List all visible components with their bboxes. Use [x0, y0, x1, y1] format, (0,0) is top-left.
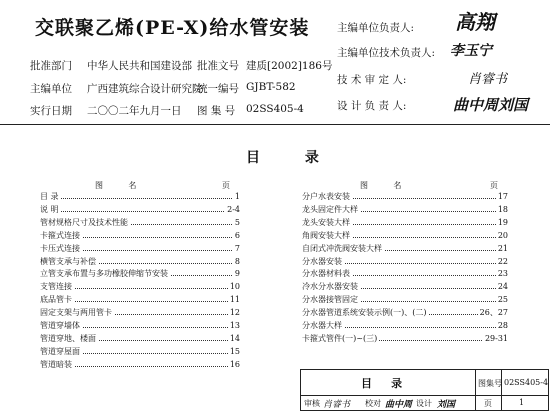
toc-row: [302, 294, 508, 305]
signature-4: 曲中周刘国: [453, 96, 529, 114]
toc-entry-name: 横管支承与补偿: [40, 256, 96, 266]
leader-dots: [40, 198, 240, 199]
toc-row: [302, 191, 508, 202]
toc-entry-name: 分水器大样: [302, 321, 342, 330]
toc-entry-name: 管材规格尺寸及技术性能: [40, 217, 128, 227]
toc-entry-page: 14: [229, 333, 240, 343]
design-signature: 刘国: [437, 400, 456, 410]
compile-unit-label: 主编单位: [30, 83, 72, 95]
title-block-name: 目 录: [361, 377, 403, 390]
review-signature: 肖睿书: [323, 400, 351, 410]
toc-entry-name: 管道暗装: [40, 359, 72, 369]
check-signature: 曲中周: [385, 400, 413, 410]
signature-2: 李玉宁: [450, 43, 492, 59]
toc-row: [40, 281, 240, 292]
toc-entry-page: 6: [234, 230, 240, 240]
toc-entry-page: 13: [229, 321, 240, 330]
toc-entry-page: 26、27: [479, 308, 508, 318]
toc-entry-name: 分水器安装: [302, 256, 342, 266]
toc-entry-name: 支管连接: [40, 282, 72, 292]
toc-entry-name: 卡压式连接: [40, 243, 80, 253]
toc-row: [302, 307, 508, 318]
review-label: 审核: [304, 399, 320, 408]
toc-entry-name: 说 明: [40, 204, 59, 214]
toc-row: [302, 230, 508, 241]
toc-row: [302, 281, 508, 292]
toc-entry-name: 分水器管道系统安装示例(一)、(二): [302, 308, 427, 318]
toc-entry-name: 立管支承布置与多功橡胶伸缩节安装: [40, 269, 168, 279]
approve-dept-label: 批准部门: [30, 60, 72, 72]
toc-row: [40, 191, 240, 202]
toc-entry-page: 15: [229, 346, 240, 356]
toc-left-col-page: 页: [222, 181, 230, 190]
toc-entry-page: 9: [234, 269, 240, 279]
toc-entry-page: 20: [497, 230, 508, 240]
page-label: 页: [484, 399, 492, 408]
toc-entry-page: 11: [229, 295, 240, 305]
check-label: 校对: [365, 399, 381, 408]
toc-entry-name: 分水器接管固定: [302, 295, 358, 305]
toc-entry-name: 管道穿屋面: [40, 346, 80, 356]
approve-doc-label: 批准文号: [197, 60, 239, 72]
toc-row: [40, 256, 240, 267]
resp-label-3: 技 术 审 定 人:: [337, 74, 407, 86]
title-block-atlas-no: 02SS405-4: [504, 378, 549, 387]
toc-entry-page: 29-31: [484, 333, 508, 343]
toc-entry-page: 1: [234, 192, 240, 201]
toc-row: [40, 217, 240, 228]
toc-entry-page: 12: [229, 308, 240, 318]
toc-entry-page: 19: [497, 217, 508, 227]
toc-heading: 目 录: [246, 150, 339, 166]
toc-entry-page: 18: [497, 204, 508, 214]
resp-label-1: 主编单位负责人:: [337, 22, 415, 34]
toc-row: [40, 243, 240, 254]
toc-entry-name: 管道穿墙体: [40, 321, 80, 330]
toc-entry-page: 10: [229, 282, 240, 292]
std-no-label: 统一编号: [197, 83, 239, 95]
toc-entry-name: 目 录: [40, 192, 59, 201]
toc-entry-name: 管道穿地、楼面: [40, 333, 96, 343]
toc-entry-name: 底品管卡: [40, 295, 72, 305]
resp-label-4: 设 计 负 责 人:: [337, 100, 407, 112]
signature-1: 高翔: [455, 10, 495, 34]
approve-dept: 中华人民共和国建设部: [87, 60, 192, 72]
toc-row: [40, 294, 240, 305]
toc-row: [40, 204, 240, 215]
toc-row: [40, 359, 240, 370]
atlas-no-label: 图 集 号: [197, 105, 236, 117]
toc-row: [302, 256, 508, 267]
toc-left-col-name: 图 名: [95, 181, 137, 190]
toc-entry-name: 角阀安装大样: [302, 230, 350, 240]
toc-row: [302, 268, 508, 279]
compile-unit: 广西建筑综合设计研究院: [87, 83, 203, 95]
impl-date: 二〇〇二年九月一日: [87, 105, 182, 117]
resp-label-2: 主编单位技术负责人:: [337, 47, 436, 59]
page-no: 1: [519, 398, 525, 407]
toc-entry-page: 24: [497, 282, 508, 292]
toc-row: [302, 204, 508, 215]
document-title: 交联聚乙烯(PE-X)给水管安装: [35, 17, 310, 39]
toc-row: [40, 346, 240, 357]
toc-entry-name: 卡箍式连接: [40, 230, 80, 240]
toc-right-col-page: 页: [490, 181, 498, 190]
toc-row: [40, 333, 240, 344]
toc-entry-page: 25: [497, 295, 508, 305]
toc-entry-name: 自闭式冲洗阀安装大样: [302, 243, 382, 253]
title-block-atlas-label: 图集号: [478, 379, 502, 388]
toc-entry-page: 8: [234, 256, 240, 266]
design-label: 设计: [416, 399, 432, 408]
toc-entry-name: 卡箍式管件(一)~(三): [302, 333, 378, 343]
toc-entry-page: 7: [234, 243, 240, 253]
impl-date-label: 实行日期: [30, 105, 72, 117]
approve-doc: 建质[2002]186号: [246, 60, 333, 72]
toc-entry-page: 28: [497, 321, 508, 330]
toc-row: [40, 268, 240, 279]
header-divider: [0, 124, 550, 125]
title-block: [300, 369, 549, 411]
leader-dots: [40, 211, 240, 212]
toc-entry-page: 16: [229, 359, 240, 369]
signature-3: 肖睿书: [468, 72, 508, 87]
toc-row: [302, 243, 508, 254]
toc-row: [302, 217, 508, 228]
toc-entry-page: 17: [497, 192, 508, 201]
toc-entry-name: 固定支架与两用管卡: [40, 308, 112, 318]
atlas-no: 02SS405-4: [246, 103, 304, 115]
toc-entry-name: 分户水表安装: [302, 192, 350, 201]
toc-row: [302, 333, 508, 344]
toc-entry-name: 冷水分水器安装: [302, 282, 358, 292]
toc-entry-page: 23: [497, 269, 508, 279]
toc-entry-page: 22: [497, 256, 508, 266]
toc-entry-name: 龙头安装大样: [302, 217, 350, 227]
toc-row: [40, 307, 240, 318]
toc-entry-name: 分水器材料表: [302, 269, 350, 279]
std-no: GJBT-582: [246, 81, 296, 93]
toc-right-col-name: 图 名: [360, 181, 402, 190]
toc-row: [40, 320, 240, 331]
toc-row: [40, 230, 240, 241]
toc-entry-page: 21: [497, 243, 508, 253]
toc-entry-page: 5: [234, 217, 240, 227]
toc-row: [302, 320, 508, 331]
toc-entry-page: 2-4: [227, 204, 240, 214]
toc-entry-name: 龙头固定件大样: [302, 204, 358, 214]
